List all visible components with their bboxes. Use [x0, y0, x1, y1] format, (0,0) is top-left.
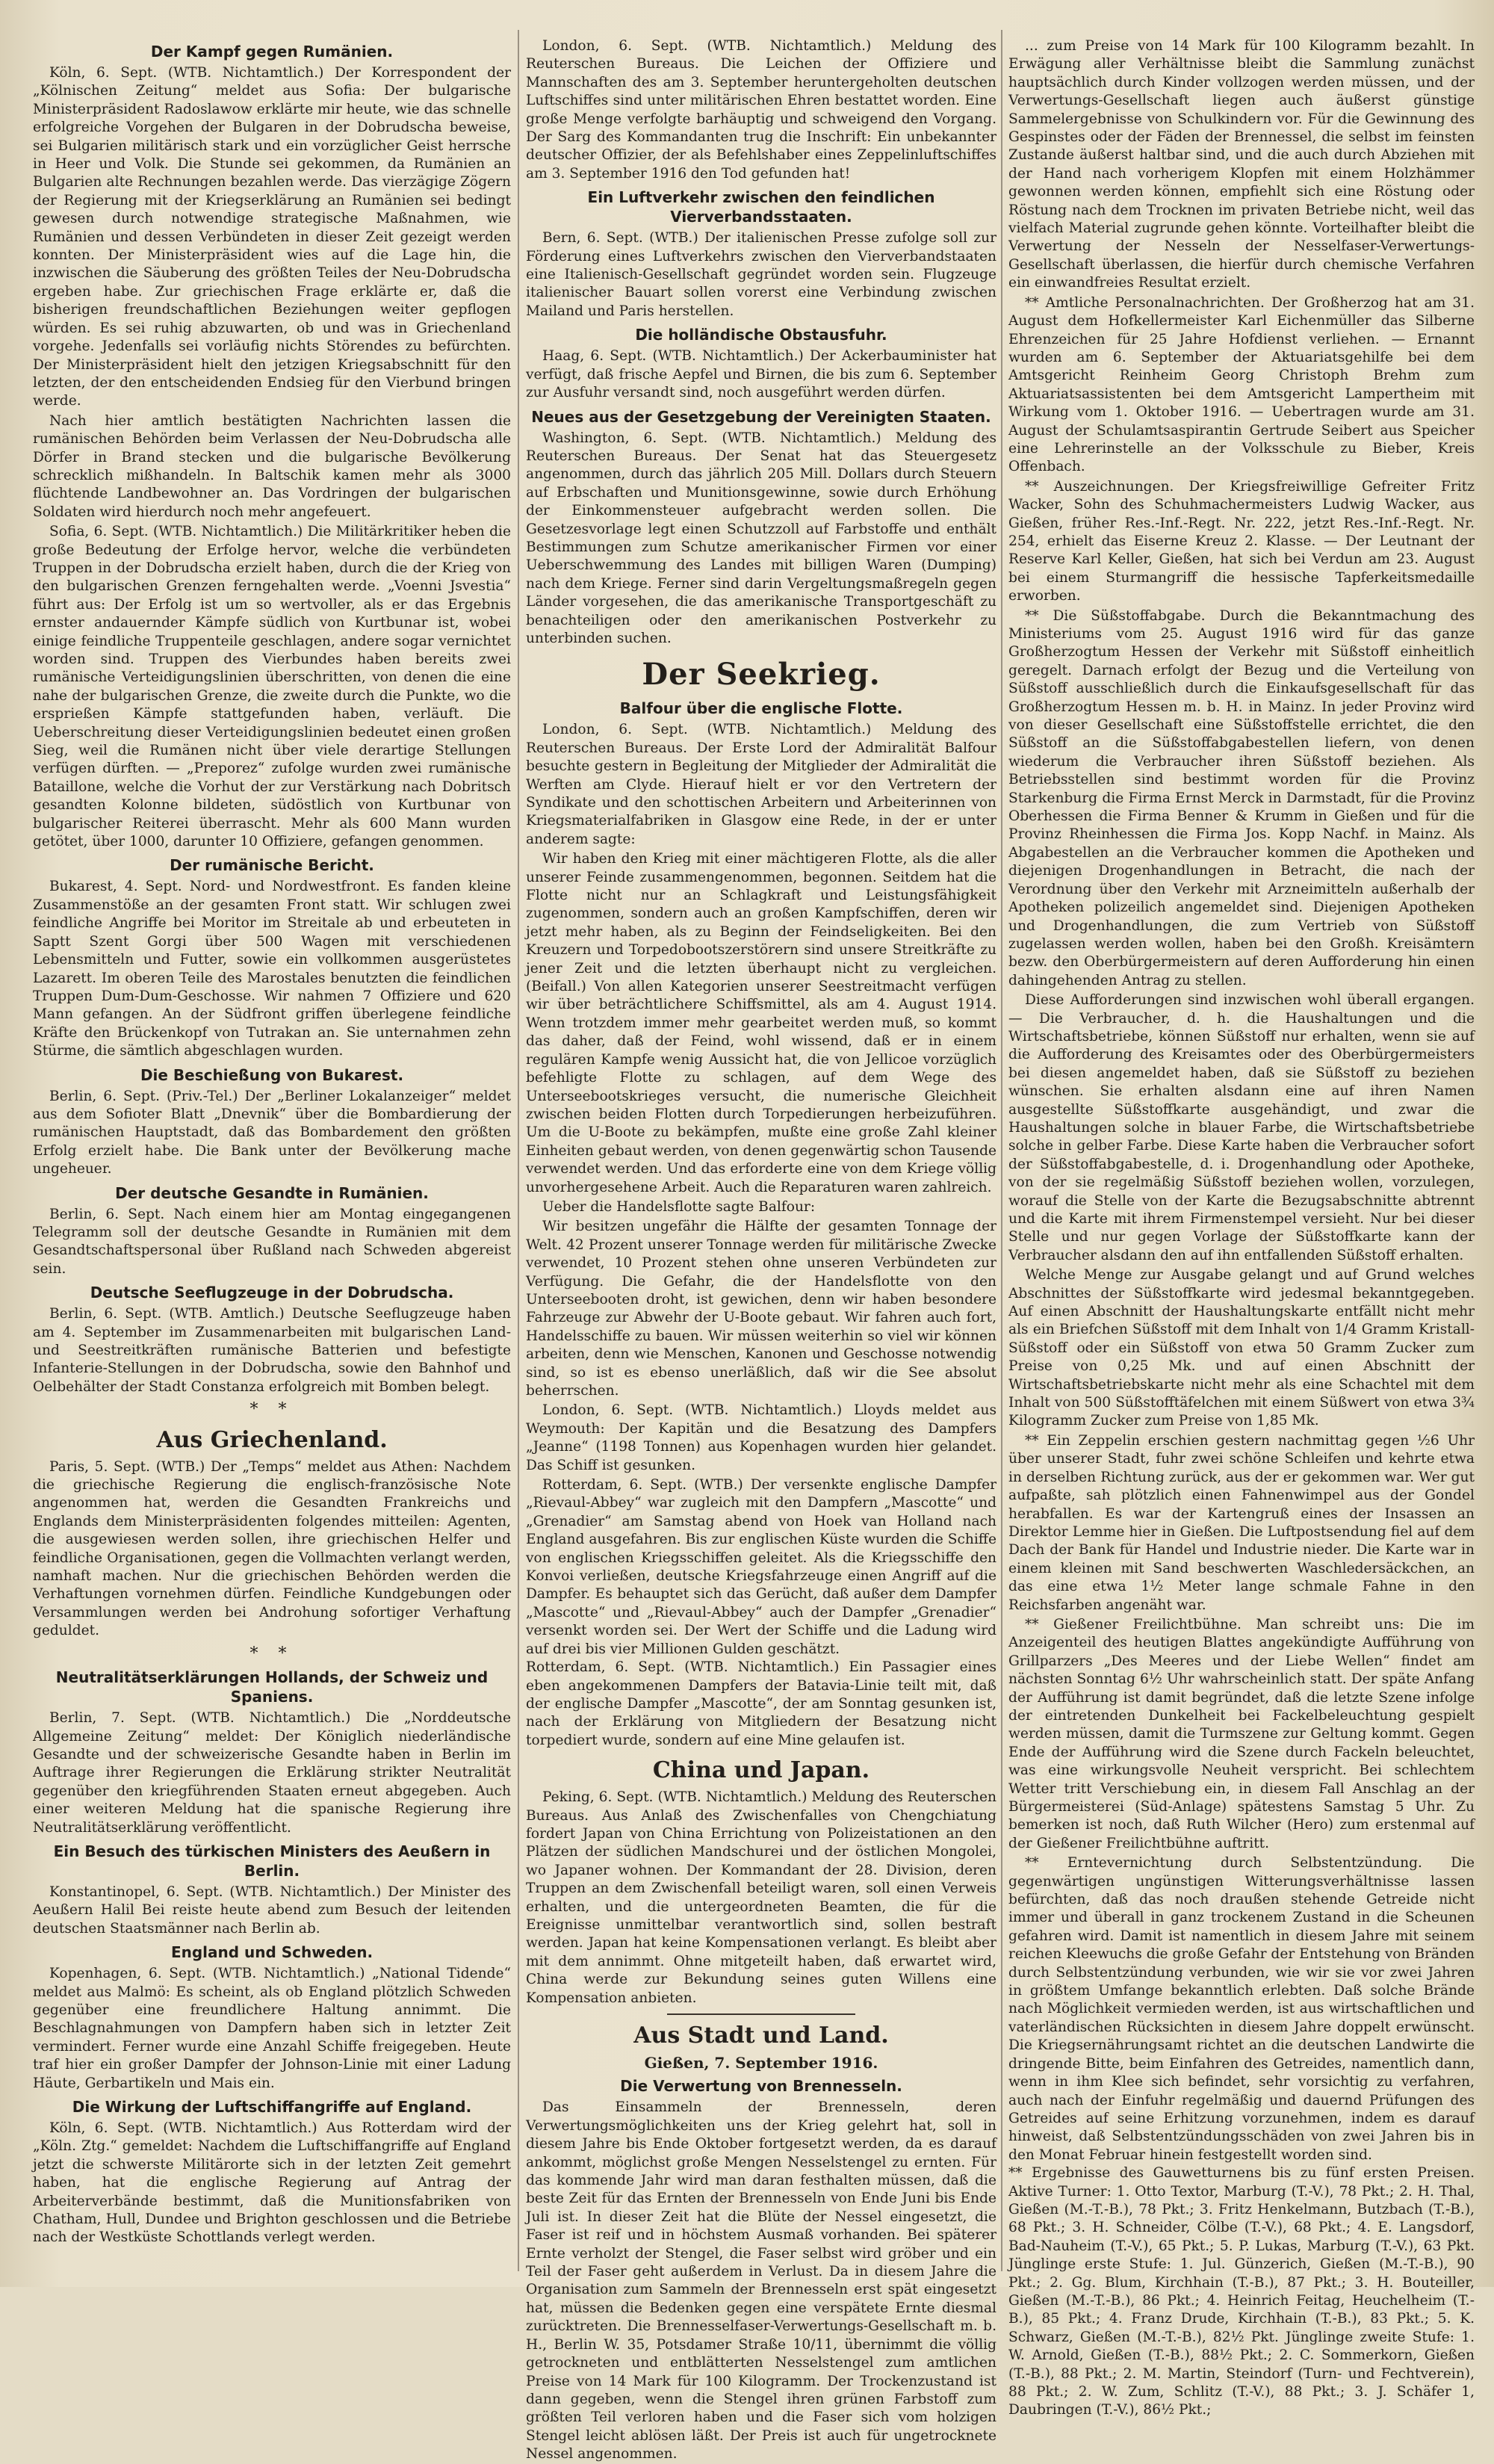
headline: Deutsche Seeflugzeuge in der Dobrudscha. — [90, 1284, 454, 1302]
headline: Die holländische Obstausfuhr. — [635, 326, 887, 344]
article-text: ... zum Preise von 14 Mark für 100 Kilogramm bezahlt. In Erwägung aller Verhältnisse bleibt die Sammlung zunächst hauptsächlich durch Kinder vollzogen werden müssen, und der Verwertungs-Gesellschaft liegen auch äußerst günstige Sammelergebnisse von Schulkindern vor. Für die Gewinnung des Gespinstes oder der Fäden der Brennessel, die selbst im feinsten Zustande äußerst haltbar sind, und die auch durch Abziehen mit der Hand nach vorherigem Klopfen mit einem Holzhämmer gewonnen werden können, empfiehlt sich eine Röstung oder Röstung nach dem Trocknen im privaten Betriebe nicht, weil das vielfach Material zugrunde gehen könnte. Vorteilhafter bleibt die Verwertung der Nesseln der Nesselfaser-Verwertungs-Gesellschaft überlassen, die hierfür durch chemische Verfahren ein einwandfreies Resultat erzielt. — [1008, 38, 1475, 291]
article-text: ** Gießener Freilichtbühne. Man schreibt uns: Die im Anzeigenteil des heutigen Blattes angekündigte Aufführung von Grillparzers „Des Meeres und der Liebe Wellen“ findet am nächsten Sonntag 6½ Uhr wahrscheinlich statt. Der späte Anfang der Aufführung ist damit begründet, daß die letzte Szene infolge der eintretenden Dunkelheit bei Fackelbeleuchtung gespielt werden müssen, damit die Turmszene zur Geltung kommt. Gegen Ende der Aufführung wird die Szene durch Fackeln beleuchtet, was eine wirkungsvolle Neuheit verspricht. Bei schlechtem Wetter tritt Verschiebung ein, in diesem Fall Anschlag an der Bürgermeisterei (Süd-Anlage) spätestens Samstag 5 Uhr. Zu bemerken ist noch, daß Ruth Wilcher (Hero) zum erstenmal auf der Gießener Freilichtbühne auftritt. — [1008, 1616, 1475, 1851]
divider — [667, 2013, 855, 2015]
section-divider: * * — [249, 1644, 294, 1663]
section-title: Der Seekrieg. — [642, 657, 881, 693]
article-text: Wir besitzen ungefähr die Hälfte der gesamten Tonnage der Welt. 42 Prozent unserer Tonnage werden für militärische Zwecke verwendet, 10 Prozent stehen ohne unseren Verbündeten zur Verfügung. Die Gefahr, die der Handelsflotte von den Unterseebooten droht, ist gewichen, denn wir haben besondere Fahrzeuge zur Abwehr der U-Boote gebaut. Wir fahren auch fort, Handelsschiffe zu bauen. Wir müssen weiterhin so viel wir können arbeiten, denn wie Menschen, Kanonen und Geschosse notwendig sind, so ist es ebenso unerläßlich, daß wir die See absolut beherrschen. — [526, 1219, 996, 1399]
article-text: Berlin, 6. Sept. Nach einem hier am Montag eingegangenen Telegramm soll der deutsche Gesandte in Rumänien mit dem Gesandtschaftspersonal über Rußland nach Schweden abgereist sein. — [33, 1206, 511, 1277]
headline: Der rumänische Bericht. — [170, 856, 374, 875]
headline: Der deutsche Gesandte in Rumänien. — [115, 1183, 429, 1202]
headline: Die Wirkung der Luftschiffangriffe auf England. — [72, 2098, 472, 2116]
article-text: Köln, 6. Sept. (WTB. Nichtamtlich.) Der Korrespondent der „Kölnischen Zeitung“ meldet aus Sofia: Der bulgarische Ministerpräsident Radoslawow erklärte mir heute, wie das schnelle erfolgreiche Vorgehen der Bulgaren in der Dobrudscha beweise, sei Bulgarien militärisch stark und ein vorzüglicher Geist herrsche in Heer und Volk. Die Stunde sei gekommen, da Rumänien an Bulgarien alte Rechnungen bezahlen werde. Das vierzägige Zögern der Regierung mit der Kriegserklärung an Rumänien sei bedingt gewesen durch notwendige strategische Maßnahmen, wie Rumänien und dessen Verbündeten in dieser Zeit gezeigt werden konnten. Der Ministerpräsident wies auf die Lage hin, die inzwischen die Säuberung des größten Teiles der Neu-Dobrudscha ergeben habe. Zur griechischen Frage erklärte er, daß die bisherigen freundschaftlichen Beziehungen weiter gepflogen würden. Es sei ruhig abzuwarten, ob und was in Griechenland vorgehe. Jedenfalls sei vorläufig nichts Störendes zu befürchten. Der Ministerpräsident hielt den jetzigen Kriegsabschnitt für den letzten, der den entscheidenden Endsieg für den Vierbund bringen werde. — [33, 65, 511, 409]
article-text: Bern, 6. Sept. (WTB.) Der italienischen Presse zufolge soll zur Förderung eines Luftverkehrs zwischen den Vierverbandstaaten eine Italienisch-Gesellschaft gegründet worden sein. Flugzeuge italienischer Bauart sollen vorerst eine Verbindung zwischen Mailand und Paris herstellen. — [526, 230, 996, 319]
headline: Die Verwertung von Brennesseln. — [620, 2077, 902, 2096]
headline: Ein Luftverkehr zwischen den feindlichen Vierverbandsstaaten. — [587, 188, 935, 226]
article-text: Berlin, 6. Sept. (WTB. Amtlich.) Deutsche Seeflugzeuge haben am 4. September im Zusammenarbeiten mit bulgarischen Land- und Seestreitkräften rumänische Batterien und befestigte Infanterie-Stellungen in der Dobrudscha, sowie den Bahnhof und Oelbehälter der Stadt Constanza erfolgreich mit Bomben belegt. — [33, 1306, 511, 1395]
article-text: ** Amtliche Personalnachrichten. Der Großherzog hat am 31. August dem Hofkellermeister Karl Eichenmüller das Silberne Ehrenzeichen für 25 Jahre Hofdienst verliehen. — Ernannt wurden am 6. September der Aktuariatsgehilfe bei dem Amtsgericht Reinheim Georg Christoph Brehm zum Aktuariatsassistenten bei dem Amtsgericht Lampertheim mit Wirkung vom 1. Oktober 1916. — Uebertragen wurde am 31. August der Schulamtsaspirantin Gertrude Seibert aus Speicher eine Lehrerinstelle an der Volksschule zu Bieber, Kreis Offenbach. — [1008, 294, 1475, 475]
article-text: Ueber die Handelsflotte sagte Balfour: — [542, 1198, 816, 1215]
article-text: Konstantinopel, 6. Sept. (WTB. Nichtamtlich.) Der Minister des Aeußern Halil Bei reiste heute abend zum Besuch der leitenden deutschen Staatsmänner nach Berlin ab. — [33, 1883, 511, 1937]
article-text: Sofia, 6. Sept. (WTB. Nichtamtlich.) Die Militärkritiker heben die große Bedeutung der Erfolge hervor, welche die verbündeten Truppen in der Dobrudscha erzielt haben, durch die der Krieg von den bulgarischen Grenzen ferngehalten werde. „Voenni Jsvestia“ führt aus: Der Erfolg ist um so wertvoller, als er das Ergebnis ernster andauernder Kämpfe südlich von Kurtbunar ist, wobei einige feindliche Truppenteile geschlagen, andere sogar vernichtet worden sind. Truppen des Vierbundes haben bereits zwei rumänische Verteidigungslinien überschritten, von denen die eine nahe der bulgarischen Grenze, die zweite durch die Punkte, wo die ersprießen Kämpfe stattgefunden haben, verläuft. Die Ueberschreitung dieser Verteidigungslinien bedeutet einen großen Sieg, weil die Rumänen nicht über viele derartige Stellungen verfügen dürften. — „Preporez“ zufolge wurden zwei rumänische Bataillone, welche die Vorhut der zur Verstärkung nach Dobritsch gesandten Kolonne bildeten, südöstlich von Kurtbunar von bulgarischer Reiterei überrascht. Mehr als 600 Mann wurden getötet, über 1000, darunter 10 Offiziere, gefangen genommen. — [33, 524, 511, 850]
section-title: Aus Griechenland. — [156, 1426, 388, 1453]
article-text: ** Die Süßstoffabgabe. Durch die Bekanntmachung des Ministeriums vom 25. August 1916 wird für das ganze Großherzogtum Hessen der Verkehr mit Süßstoff einheitlich geregelt. Darnach erfolgt der Bezug und die Verteilung von Süßstoff ausschließlich durch die Einkaufsgesellschaft für das Großherzogtum Hessen m. b. H. in Mainz. In jeder Provinz wird von dieser Gesellschaft eine Süßstoffstelle errichtet, die den Süßstoff an die Süßstoffabgabestellen liefern, von denen wiederum die Verbraucher ihren Süßstoff beziehen. Als Betriebsstellen sind bestimmt worden für die Provinz Starkenburg die Firma Ernst Merck in Darmstadt, für die Provinz Oberhessen die Firma Benner & Krumm in Gießen und für die Provinz Rheinhessen die Firma Jos. Kopp Nachf. in Mainz. Als Abgabestellen an die Verbraucher kommen die Apotheken und diejenigen Drogenhandlungen in Betracht, die nach der Verordnung über den Verkehr mit Arzneimitteln außerhalb der Apotheken polizeilich angemeldet sind. Diejenigen Apotheken und Drogenhandlungen, die zum Vertrieb von Süßstoff zugelassen werden wollen, haben bei den Großh. Kreisämtern bezw. den Oberbürgermeistern auf deren Aufforderung hin einen dahingehenden Antrag zu stellen. — [1008, 607, 1475, 988]
headline: Die Beschießung von Bukarest. — [140, 1065, 404, 1084]
dateline: Gießen, 7. September 1916. — [644, 2054, 878, 2072]
article-text: Berlin, 7. Sept. (WTB. Nichtamtlich.) Die „Norddeutsche Allgemeine Zeitung“ meldet: Der Königlich niederländische Gesandte und der schweizerische Gesandte haben in Berlin im Auftrage ihrer Regierungen die Erklärung strikter Neutralität gegenüber den kriegführenden Staaten erneut abgegeben. Auch einer weiteren Meldung hat die spanische Regierung ihre Neutralitätserklärung veröffentlicht. — [33, 1710, 511, 1836]
headline: Neutralitätserklärungen Hollands, der Schweiz und Spaniens. — [55, 1668, 489, 1706]
article-text: London, 6. Sept. (WTB. Nichtamtlich.) Meldung des Reuterschen Bureaus. Die Leichen der Offiziere und Mannschaften des am 3. September heruntergeholten deutschen Luftschiffes sind unter militärischen Ehren bestattet worden. Eine große Menge verfolgte barhäuptig und schweigend den Vorgang. Der Sarg des Kommandanten trug die Inschrift: Ein unbekannter deutscher Offizier, der als Befehlshaber eines Zeppelinluftschiffes am 3. September 1916 den Tod gefunden hat! — [526, 38, 996, 182]
article-text: London, 6. Sept. (WTB. Nichtamtlich.) Lloyds meldet aus Weymouth: Der Kapitän und die Besatzung des Dampfers „Jeanne“ (1198 Tonnen) aus Kopenhagen wurden hier gelandet. Das Schiff ist gesunken. — [526, 1402, 996, 1473]
article-text: Paris, 5. Sept. (WTB.) Der „Temps“ meldet aus Athen: Nachdem die griechische Regierung die englisch-französische Note angenommen hat, werden die Gesandten Frankreichs und Englands dem Ministerpräsidenten folgendes mitteilen: Agenten, die ausgewiesen werden sollen, ihre griechischen Helfer und feindliche Organisationen, gegen die Vollmachten verlangt werden, namhaft machen. Nur die griechischen Behörden werden die Verhaftungen vornehmen dürfen. Feindliche Kundgebungen oder Versammlungen werden bei Androhung sofortiger Verhaftung geduldet. — [33, 1458, 511, 1639]
column-1 — [33, 37, 511, 2271]
article-text: Das Einsammeln der Brennesseln, deren Verwertungsmöglichkeiten uns der Krieg gelehrt hat, soll in diesem Jahre bis Ende Oktober fortgesetzt werden, da es darauf ankommt, möglichst große Mengen Nesselstengel zu ernten. Für das kommende Jahr wird man daran festhalten müssen, daß die beste Zeit für das Ernten der Brennesseln von Ende Juni bis Ende Juli ist. In dieser Zeit hat die Blüte der Nessel eingesetzt, die Faser ist reif und in höchstem Ausmaß vorhanden. Bei späterer Ernte verholzt der Stengel, die Faser selbst wird gröber und ein Teil der Faser geht außerdem in Verlust. Da in diesem Jahre die Organisation zum Sammeln der Brennesseln erst spät eingesetzt hat, müssen die Bedenken gegen eine verspätete Ernte diesmal zurücktreten. Die Brennesselfaser-Verwertungs-Gesellschaft m. b. H., Berlin W. 35, Potsdamer Straße 10/11, übernimmt die völlig getrockneten und entblätterten Nesselstengel zum amtlichen Preise von 14 Mark für 100 Kilogramm. Der Trockenzustand ist dann gegeben, wenn die Stengel ihren grünen Farbstoff zum größten Teil verloren haben und die Faser sich vom holzigen Stengel leicht ablösen läßt. Der Preis ist auch für ungetrocknete Nessel angenommen. — [526, 2099, 996, 2463]
headline: Ein Besuch des türkischen Ministers des Aeußern in Berlin. — [53, 1842, 491, 1880]
article-text: Rotterdam, 6. Sept. (WTB.) Der versenkte englische Dampfer „Rievaul-Abbey“ war zugleich mit den Dampfern „Mascotte“ und „Grenadier“ am Samstag abend von Hoek van Holland nach England ausgefahren. Bis zur englischen Küste wurden die Schiffe von englischen Kriegsschiffen geleitet. Als die Kriegsschiffe den Konvoi verließen, deutsche Kriegsfahrzeuge einen Angriff auf die Dampfer. Es behauptet sich das Gerücht, daß außer dem Dampfer „Mascotte“ und „Rievaul-Abbey“ auch der Dampfer „Grenadier“ versenkt worden sei. Der Wert der Schiffe und die Ladung wird auf drei bis vier Millionen Gulden geschätzt. Rotterdam, 6. Sept. (WTB. Nichtamtlich.) Ein Passagier eines eben angekommenen Dampfers der Batavia-Linie teilt mit, daß der englische Dampfer „Mascotte“, der am Sonntag gesunken ist, nach der Erklärung von Mitgliedern der Besatzung nicht torpediert wurde, sondern auf eine Mine gelaufen ist. — [526, 1477, 996, 1748]
article-text: Berlin, 6. Sept. (Priv.-Tel.) Der „Berliner Lokalanzeiger“ meldet aus dem Sofioter Blatt „Dnevnik“ über die Bombardierung der rumänischen Hauptstadt, daß das Bombardement den größten Erfolg erzielt habe. Die Bank unter der Bevölkerung mache ungeheuer. — [33, 1088, 511, 1177]
article-text: Köln, 6. Sept. (WTB. Nichtamtlich.) Aus Rotterdam wird der „Köln. Ztg.“ gemeldet: Nachdem die Luftschiffangriffe auf England jetzt die schwerste Militärorte sich in der letzten Zeit gemehrt haben, hat die englische Regierung auf Antrag der Arbeiterverbände bestimmt, daß die Munitionsfabriken von Chatham, Hull, Dundee und Brighton geschlossen und die Betriebe nach der Westküste Schottlands verlegt werden. — [33, 2120, 511, 2246]
article-text: Wir haben den Krieg mit einer mächtigeren Flotte, als die aller unserer Feinde zusammengenommen, begonnen. Seitdem hat die Flotte nicht nur an Schlagkraft und Leistungsfähigkeit zugenommen, sondern auch an großen Kampfschiffen, deren wir jetzt mehr haben, als zu Beginn der Feindseligkeiten. Bei den Kreuzern und Torpedobootszerstörern sind unsere Streitkräfte zu jener Zeit und die letzten überhaupt nicht zu vergleichen. (Beifall.) Von allen Kategorien unserer Seestreitmacht verfügen wir über beträchtlichere Schiffsmittel, als am 4. August 1914. Wenn trotzdem immer mehr gearbeitet werden muß, so kommt das daher, daß der Feind, wohl wissend, daß er in einem regulären Kampfe wenig Aussicht hat, die von Jellicoe vorzüglich befehligte Flotte zu schlagen, auf dem Wege des Unterseebootskrieges versucht, die numerische Gleichheit zwischen beiden Flotten durch Torpedierungen herbeizuführen. Um die U-Boote zu bekämpfen, mußte eine große Zahl kleiner Einheiten gebaut werden, von denen gegenwärtig schon Tausende verwendet werden. Und das erforderte eine von dem Kriege völlig unvorhergesehene Arbeit. Auch die Reparaturen waren zahlreich. — [526, 851, 996, 1195]
article-text: Washington, 6. Sept. (WTB. Nichtamtlich.) Meldung des Reuterschen Bureaus. Der Senat hat das Steuergesetz angenommen, durch das jährlich 205 Mill. Dollars durch Steuern auf Erbschaften und Munitionsgewinne, sowie durch Erhöhung der Einkommensteuer aufgebracht werden sollen. Die Gesetzesvorlage legt einen Schutzzoll auf Farbstoffe und enthält Bestimmungen zum Schutze amerikanischer Firmen vor einer Ueberschwemmung des Landes mit billigen Waren (Dumping) nach dem Kriege. Ferner sind darin Vergeltungsmaßregeln gegen Länder vorgesehen, die das amerikanische Transportgeschäft zu benachteiligen oder den amerikanischen Postverkehr zu unterbinden suchen. — [526, 430, 996, 646]
article-text: Diese Aufforderungen sind inzwischen wohl überall ergangen. — Die Verbraucher, d. h. die Haushaltungen und die Wirtschaftsbetriebe, können Süßstoff nur erhalten, wenn sie auf die Aufforderung des Kreisamtes oder des Oberbürgermeisters bei diesen angemeldet haben, daß sie Süßstoff zu beziehen wünschen. Sie erhalten alsdann eine auf ihren Namen ausgestellte Süßstoffkarte ausgehändigt, und zwar die Haushaltungen solche in blauer Farbe, die Wirtschaftsbetriebe solche in gelber Farbe. Diese Karte haben die Verbraucher sofort der Süßstoffabgabestelle, d. i. Drogenhandlung oder Apotheke, von der sie regelmäßig Süßstoff beziehen wollen, vorzulegen, worauf die Stelle von der Karte die Bezugsabschnitte abtrennt und die Karte mit ihrem Firmenstempel versieht. Nur bei dieser Stelle und nur gegen Vorlage der Süßstoffkarte kann der Verbraucher alsdann den auf ihn entfallenden Süßstoff erhalten. — [1008, 992, 1475, 1263]
article-text: Haag, 6. Sept. (WTB. Nichtamtlich.) Der Ackerbauminister hat verfügt, daß frische Aepfel und Birnen, die bis zum 6. September zur Ausfuhr versandt sind, noch ausgeführt werden dürfen. — [526, 348, 996, 401]
column-3 — [1008, 37, 1475, 2418]
section-divider: * * — [249, 1400, 294, 1420]
headline: Der Kampf gegen Rumänien. — [150, 43, 394, 61]
section-title: China und Japan. — [652, 1757, 870, 1784]
article-text: Bukarest, 4. Sept. Nord- und Nordwestfront. Es fanden kleine Zusammenstöße an der gesamten Front statt. Wir schlugen zwei feindliche Angriffe bei Moritor im Streitale ab und erbeuteten in Saptt Szent Gorgi über 500 Wagen mit verschiedenen Lebensmitteln und Futter, sowie ein vollkommen ausgerüstetes Lazarett. Im oberen Teile des Marostales benutzten die feindlichen Truppen Dum-Dum-Geschosse. Wir nahmen 7 Offiziere und 620 Mann gefangen. An der Südfront griffen überlegene feindliche Kräfte den Brückenkopf von Tutrakan an. Sie unternahmen zehn Stürme, die sämtlich abgeschlagen wurden. — [33, 879, 511, 1059]
article-text: Nach hier amtlich bestätigten Nachrichten lassen die rumänischen Behörden beim Verlassen der Neu-Dobrudscha alle Dörfer in Brand stecken und die bulgarische Bevölkerung schrecklich mißhandeln. In Baltschik kamen mehr als 3000 flüchtende Landbewohner an. Das Vordringen der bulgarischen Soldaten wird hierdurch noch mehr angefeuert. — [33, 412, 511, 520]
column-2 — [526, 37, 996, 2463]
headline: England und Schweden. — [170, 1943, 374, 1962]
column-rule — [518, 30, 519, 2271]
article-text: London, 6. Sept. (WTB. Nichtamtlich.) Meldung des Reuterschen Bureaus. Der Erste Lord der Admiralität Balfour besuchte gestern in Begleitung der Mitglieder der Admiralität die Werften am Clyde. Hierauf hielt er vor den Vertretern der Syndikate und den schottischen Arbeitern und Arbeiterinnen von Kriegsmaterialfabriken in Glasgow eine Rede, in der er unter anderem sagte: — [526, 722, 996, 847]
article-text: Kopenhagen, 6. Sept. (WTB. Nichtamtlich.) „National Tidende“ meldet aus Malmö: Es scheint, als ob England plötzlich Schweden gegenüber eine freundlichere Haltung annimmt. Die Beschlagnahmungen von Dampfern haben sich in letzter Zeit vermindert. Ferner wurde eine Anzahl Schiffe freigegeben. Heute traf hier ein großer Dampfer der Johnson-Linie mit einer Ladung Häute, Gerbartikeln und Mais ein. — [33, 1966, 511, 2091]
article-text: Peking, 6. Sept. (WTB. Nichtamtlich.) Meldung des Reuterschen Bureaus. Aus Anlaß des Zwischenfalles von Chengchiatung fordert Japan von China Errichtung von Polizeistationen an den Plätzen der südlichen Mandschurei und der östlichen Mongolei, wo Japaner wohnen. Der Kommandant der 28. Division, deren Truppen an dem Zwischenfall beteiligt waren, soll einen Verweis erhalten, und die untergeordneten Beamten, die für die Ereignisse unmittelbar verantwortlich sind, sollen bestraft werden. Japan hat keine Kompensationen verlangt. Es bleibt aber mit dem annimmt. Ohne mitgeteilt haben, daß erwartet wird, China werde zur Bekundung seines guten Willens eine Kompensation anbieten. — [526, 1789, 996, 2006]
section-title: Aus Stadt und Land. — [633, 2022, 889, 2049]
column-rule — [1001, 30, 1002, 2271]
headline: Balfour über die englische Flotte. — [619, 699, 903, 718]
article-text: Welche Menge zur Ausgabe gelangt und auf Grund welches Abschnittes der Süßstoffkarte wird jedesmal bekanntgegeben. Auf einen Abschnitt der Haushaltungskarte entfällt nicht mehr als ein Briefchen Süßstoff mit dem Inhalt von 1/4 Gramm Kristall-Süßstoff oder ein Süßstoff von etwa 50 Gramm Zucker zum Preise von 0,25 Mk. und auf einen Abschnitt der Wirtschaftsbetriebskarte nicht mehr als eine Schachtel mit dem Inhalt von 500 Süßstofftäfelchen mit einem Süßwert von etwa 3¾ Kilogramm Zucker zum Preise von 1,85 Mk. — [1008, 1267, 1475, 1429]
article-text: ** Ein Zeppelin erschien gestern nachmittag gegen ½6 Uhr über unserer Stadt, fuhr zwei schöne Schleifen und kehrte etwa in derselben Richtung zurück, aus der er gekommen war. Wer gut aufpaßte, sah plötzlich einen Fahnenwimpel aus der Gondel herabfallen. Es war der Kartengruß eines der Insassen an Direktor Lemme hier in Gießen. Die Luftpostsendung fiel auf dem Dach der Bank für Handel und Industrie nieder. Die Karte war in einem kleinen mit Sand beschwerten Waschledersäckchen, an das eine etwa 1½ Meter lange schmale Fahne in den Reichsfarben angenäht war. — [1008, 1432, 1475, 1613]
article-text: ** Auszeichnungen. Der Kriegsfreiwillige Gefreiter Fritz Wacker, Sohn des Schuhmachermeisters Ludwig Wacker, aus Gießen, früher Res.-Inf.-Regt. Nr. 222, jetzt Res.-Inf.-Regt. Nr. 254, erhielt das Eiserne Kreuz 2. Klasse. — Der Leutnant der Reserve Karl Keller, Gießen, hat sich bei Verdun am 23. August bei einem Sturmangriff die hessische Tapferkeitsmedaille erworben. — [1008, 478, 1475, 604]
article-text: ** Erntevernichtung durch Selbstentzündung. Die gegenwärtigen ungünstigen Witterungsverhältnisse lassen befürchten, daß das noch draußen stehende Getreide nicht immer und überall in ganz trockenem Zustand in die Scheunen gefahren wird. Damit ist namentlich in diesem Jahre mit seinem reichen Kleewuchs die große Gefahr der Entstehung von Bränden durch Selbstentzündung verbunden, wie wir sie vor zwei Jahren in größtem Umfange bekanntlich erlebten. Daß solche Brände nach Möglichkeit vermieden werden, ist aus wirtschaftlichen und vaterländischen Rücksichten in diesem Jahre doppelt erwünscht. Die Kriegsernährungsamt richtet an die deutschen Landwirte die dringende Bitte, beim Einfahren des Getreides, namentlich dann, wenn in ihm Klee sich befindet, sehr vorsichtig zu verfahren, auch nach der Einfuhr regelmäßig und dauernd Prüfungen des Getreides auf seine Erhitzung vorzunehmen, indem es darauf hinweist, daß Selbstentzündungsschäden von zwei Jahren bis in den Monat Februar hinein festgestellt worden sind. ** Ergebnisse des Gauwetturnens bis zu fünf ersten Preisen. Aktive Turner: 1. Otto Textor, Marburg (T.-V.), 78 Pkt.; 2. H. Thal, Gießen (M.-T.-B.), 78 Pkt.; 3. Fritz Henkelmann, Butzbach (T.-B.), 68 Pkt.; 3. H. Schneider, Cölbe (T.-V.), 68 Pkt.; 4. E. Langsdorf, Bad-Nauheim (T.-V.), 65 Pkt.; 5. P. Lukas, Marburg (T.-V.), 63 Pkt. Jünglinge erste Stufe: 1. Jul. Günzerich, Gießen (M.-T.-B.), 90 Pkt.; 2. Gg. Blum, Kirchhain (T.-B.), 87 Pkt.; 3. H. Bouteiller, Gießen (M.-T.-B.), 86 Pkt.; 4. Heinrich Feitag, Heuchelheim (T.-B.), 85 Pkt.; 4. Franz Drude, Kirchhain (T.-B.), 83 Pkt.; 5. K. Schwarz, Gießen (M.-T.-B.), 82½ Pkt. Jünglinge zweite Stufe: 1. W. Arnold, Gießen (T.-B.), 88½ Pkt.; 2. C. Sommerkorn, Gießen (T.-B.), 88 Pkt.; 2. M. Martin, Steindorf (Turn- und Fechtverein), 88 Pkt.; 2. W. Zum, Schlitz (T.-V.), 88 Pkt.; 3. J. Schäfer 1, Daubringen (T.-V.), 86½ Pkt.; — [1008, 1855, 1475, 2418]
headline: Neues aus der Gesetzgebung der Vereinigten Staaten. — [531, 407, 991, 426]
